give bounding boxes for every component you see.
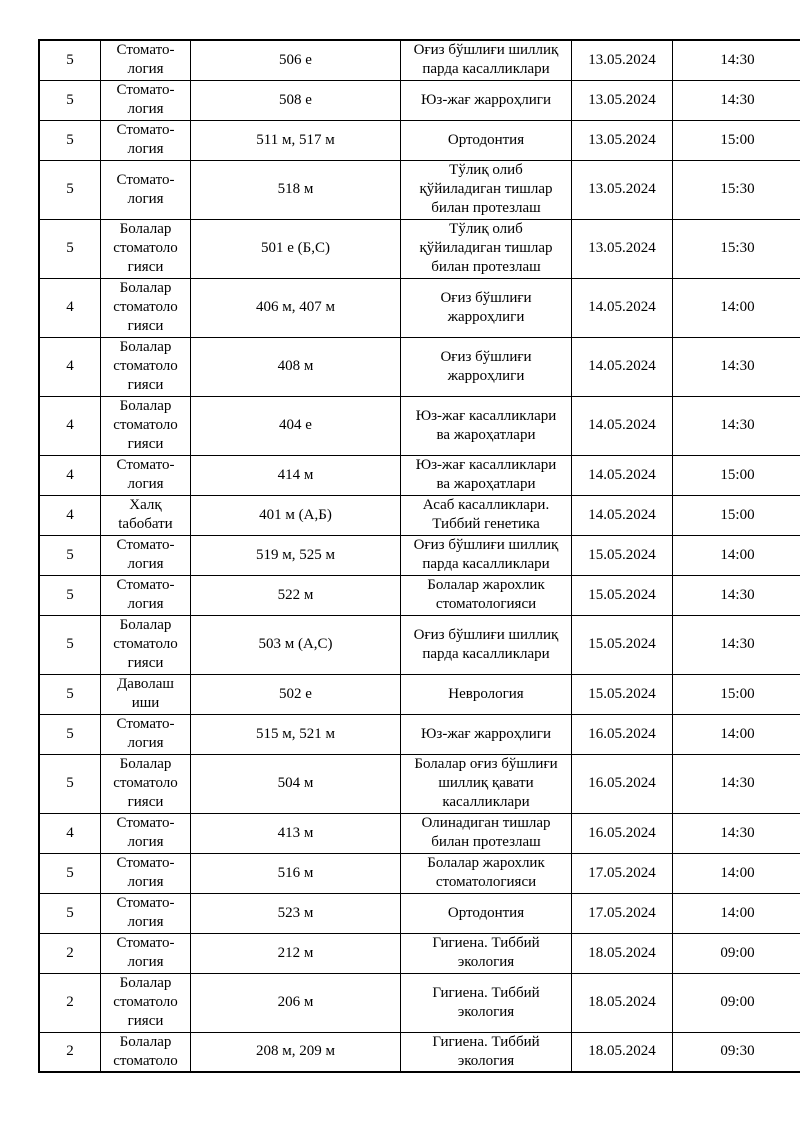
time-cell xyxy=(673,495,800,535)
course-cell xyxy=(39,813,101,853)
group-cell xyxy=(191,120,401,160)
group-cell xyxy=(191,853,401,893)
table-row xyxy=(39,219,800,278)
specialty-cell xyxy=(101,1032,191,1072)
time-cell-text: 14:30 xyxy=(720,636,755,652)
group-cell-text: 519 м, 525 м xyxy=(256,546,335,563)
table-row xyxy=(39,933,800,973)
group-cell xyxy=(191,278,401,337)
time-cell xyxy=(673,535,800,575)
subject-cell-text: Оғиз бўшлиғи шиллиқ парда касалликлари xyxy=(413,537,559,572)
specialty-cell xyxy=(101,933,191,973)
date-cell xyxy=(572,575,673,615)
table-row xyxy=(39,337,800,396)
specialty-cell xyxy=(101,893,191,933)
group-cell xyxy=(191,455,401,495)
table-row xyxy=(39,455,800,495)
subject-cell-text: Асаб касалликлари. Тиббий генетика xyxy=(422,497,550,532)
date-cell-text: 13.05.2024 xyxy=(588,91,656,108)
group-cell xyxy=(191,933,401,973)
group-cell-text: 511 м, 517 м xyxy=(256,131,335,148)
time-cell xyxy=(673,754,800,813)
course-cell xyxy=(39,853,101,893)
course-cell-text: 5 xyxy=(66,586,74,603)
date-cell-text: 14.05.2024 xyxy=(588,506,656,523)
document-page xyxy=(38,39,771,1073)
subject-cell-text: Тўлиқ олиб қўйиладиган тишлар билан протезлаш xyxy=(419,221,553,275)
subject-cell xyxy=(401,160,572,219)
subject-cell xyxy=(401,495,572,535)
course-cell-text: 4 xyxy=(66,417,74,433)
specialty-cell xyxy=(101,714,191,754)
date-cell xyxy=(572,714,673,754)
specialty-cell-text: Стомато- логия xyxy=(116,82,175,117)
subject-cell-text: Ортодонтия xyxy=(447,904,525,921)
time-cell xyxy=(673,893,800,933)
exam-schedule-table xyxy=(38,39,800,1073)
table-row xyxy=(39,813,800,853)
specialty-cell-text: Стомато- логия xyxy=(116,42,175,78)
date-cell-text: 14.05.2024 xyxy=(588,417,656,433)
date-cell xyxy=(572,120,673,160)
course-cell-text: 5 xyxy=(66,131,74,148)
time-cell-text: 15:30 xyxy=(720,181,755,197)
date-cell xyxy=(572,893,673,933)
specialty-cell-text: Болалар стоматоло xyxy=(113,1033,178,1069)
subject-cell-text: Оғиз бўшлиғи шиллиқ парда касалликлари xyxy=(413,626,559,662)
group-cell xyxy=(191,973,401,1032)
specialty-cell-text: Болалар стоматоло гияси xyxy=(113,975,178,1029)
table-row xyxy=(39,674,800,714)
table-row xyxy=(39,120,800,160)
time-cell-text: 14:00 xyxy=(720,546,755,563)
table-row xyxy=(39,495,800,535)
course-cell xyxy=(39,754,101,813)
course-cell-text: 2 xyxy=(66,1043,74,1060)
time-cell-text: 09:00 xyxy=(720,944,755,961)
time-cell xyxy=(673,455,800,495)
group-cell xyxy=(191,80,401,120)
subject-cell xyxy=(401,219,572,278)
course-cell-text: 5 xyxy=(66,240,74,256)
table-row xyxy=(39,535,800,575)
subject-cell xyxy=(401,674,572,714)
subject-cell-text: Юз-жағ касалликлари ва жароҳатлари xyxy=(415,457,557,492)
specialty-cell xyxy=(101,278,191,337)
specialty-cell-text: Стомато- логия xyxy=(116,935,175,970)
specialty-cell-text: Болалар стоматоло гияси xyxy=(113,221,178,275)
date-cell xyxy=(572,615,673,674)
group-cell-text: 408 м xyxy=(277,358,314,374)
group-cell-text: 503 м (А,С) xyxy=(258,636,333,652)
specialty-cell-text: Болалар стоматоло гияси xyxy=(113,617,178,671)
time-cell xyxy=(673,853,800,893)
course-cell xyxy=(39,674,101,714)
table-row xyxy=(39,714,800,754)
subject-cell-text: Оғиз бўшлиғи жарроҳлиги xyxy=(440,289,532,325)
course-cell-text: 4 xyxy=(66,824,74,841)
date-cell-text: 13.05.2024 xyxy=(588,181,656,197)
group-cell-text: 504 м xyxy=(277,775,314,791)
date-cell xyxy=(572,813,673,853)
date-cell-text: 15.05.2024 xyxy=(588,685,656,702)
subject-cell xyxy=(401,278,572,337)
table-row xyxy=(39,278,800,337)
specialty-cell-text: Болалар стоматоло гияси xyxy=(113,756,178,810)
course-cell-text: 5 xyxy=(66,725,74,742)
time-cell-text: 14:00 xyxy=(720,904,755,921)
subject-cell-text: Гигиена. Тиббий экология xyxy=(432,984,540,1020)
date-cell-text: 17.05.2024 xyxy=(588,904,656,921)
course-cell-text: 5 xyxy=(66,775,74,791)
group-cell-text: 515 м, 521 м xyxy=(256,725,335,742)
time-cell xyxy=(673,278,800,337)
subject-cell-text: Болалар жарохлик стоматологияси xyxy=(427,855,545,890)
group-cell-text: 414 м xyxy=(277,466,314,483)
time-cell-text: 15:00 xyxy=(720,131,755,148)
table-row xyxy=(39,40,800,80)
table-row xyxy=(39,1032,800,1072)
group-cell xyxy=(191,674,401,714)
date-cell-text: 15.05.2024 xyxy=(588,546,656,563)
date-cell-text: 18.05.2024 xyxy=(588,1043,656,1060)
group-cell xyxy=(191,40,401,80)
specialty-cell xyxy=(101,160,191,219)
group-cell xyxy=(191,754,401,813)
group-cell xyxy=(191,337,401,396)
group-cell-text: 508 е xyxy=(279,91,312,108)
date-cell-text: 13.05.2024 xyxy=(588,51,656,68)
subject-cell xyxy=(401,455,572,495)
specialty-cell-text: Стомато- логия xyxy=(116,171,175,207)
course-cell-text: 5 xyxy=(66,546,74,563)
date-cell xyxy=(572,1032,673,1072)
date-cell xyxy=(572,853,673,893)
course-cell xyxy=(39,455,101,495)
group-cell-text: 401 м (А,Б) xyxy=(259,506,332,523)
subject-cell xyxy=(401,575,572,615)
group-cell xyxy=(191,813,401,853)
subject-cell-text: Гигиена. Тиббий экология xyxy=(432,1033,540,1069)
course-cell xyxy=(39,495,101,535)
table-row xyxy=(39,754,800,813)
table-row xyxy=(39,575,800,615)
date-cell xyxy=(572,278,673,337)
time-cell-text: 15:30 xyxy=(720,240,755,256)
course-cell xyxy=(39,615,101,674)
specialty-cell-text: Стомато- логия xyxy=(116,577,175,612)
course-cell-text: 2 xyxy=(66,944,74,961)
course-cell-text: 4 xyxy=(66,506,74,523)
subject-cell xyxy=(401,535,572,575)
date-cell-text: 15.05.2024 xyxy=(588,636,656,652)
subject-cell-text: Юз-жағ жарроҳлиги xyxy=(421,91,551,108)
group-cell xyxy=(191,615,401,674)
time-cell-text: 14:30 xyxy=(720,775,755,791)
time-cell-text: 14:00 xyxy=(720,725,755,742)
group-cell-text: 518 м xyxy=(277,181,314,197)
time-cell-text: 14:30 xyxy=(720,586,755,603)
specialty-cell xyxy=(101,495,191,535)
time-cell xyxy=(673,219,800,278)
date-cell xyxy=(572,40,673,80)
time-cell xyxy=(673,80,800,120)
date-cell-text: 15.05.2024 xyxy=(588,586,656,603)
subject-cell xyxy=(401,754,572,813)
group-cell-text: 506 е xyxy=(279,51,312,68)
course-cell xyxy=(39,575,101,615)
group-cell-text: 522 м xyxy=(277,586,314,603)
date-cell-text: 16.05.2024 xyxy=(588,824,656,841)
specialty-cell-text: Стомато- логия xyxy=(116,815,175,850)
subject-cell xyxy=(401,120,572,160)
date-cell xyxy=(572,80,673,120)
group-cell xyxy=(191,219,401,278)
specialty-cell xyxy=(101,615,191,674)
time-cell-text: 14:30 xyxy=(720,51,755,68)
date-cell-text: 14.05.2024 xyxy=(588,466,656,483)
time-cell xyxy=(673,714,800,754)
course-cell-text: 5 xyxy=(66,91,74,108)
date-cell-text: 17.05.2024 xyxy=(588,864,656,881)
course-cell xyxy=(39,893,101,933)
time-cell-text: 14:00 xyxy=(720,864,755,881)
course-cell-text: 5 xyxy=(66,51,74,68)
subject-cell-text: Олинадиган тишлар билан протезлаш xyxy=(421,815,551,850)
date-cell xyxy=(572,337,673,396)
subject-cell-text: Ортодонтия xyxy=(447,131,525,148)
course-cell-text: 4 xyxy=(66,466,74,483)
time-cell-text: 15:00 xyxy=(720,466,755,483)
date-cell-text: 14.05.2024 xyxy=(588,358,656,374)
time-cell xyxy=(673,40,800,80)
table-row xyxy=(39,396,800,455)
subject-cell xyxy=(401,1032,572,1072)
subject-cell xyxy=(401,853,572,893)
group-cell-text: 212 м xyxy=(277,944,314,961)
time-cell-text: 14:00 xyxy=(720,299,755,315)
date-cell-text: 18.05.2024 xyxy=(588,994,656,1010)
group-cell-text: 413 м xyxy=(277,824,314,841)
specialty-cell-text: Болалар стоматоло гияси xyxy=(113,339,178,393)
date-cell-text: 14.05.2024 xyxy=(588,299,656,315)
specialty-cell-text: Халқ tабобати xyxy=(118,497,173,532)
specialty-cell xyxy=(101,219,191,278)
group-cell-text: 502 е xyxy=(279,685,312,702)
subject-cell-text: Тўлиқ олиб қўйиладиган тишлар билан протезлаш xyxy=(419,162,553,216)
date-cell xyxy=(572,973,673,1032)
time-cell xyxy=(673,337,800,396)
time-cell-text: 09:00 xyxy=(720,994,755,1010)
specialty-cell xyxy=(101,40,191,80)
group-cell-text: 208 м, 209 м xyxy=(256,1043,335,1060)
time-cell-text: 14:30 xyxy=(720,824,755,841)
course-cell xyxy=(39,278,101,337)
course-cell-text: 5 xyxy=(66,904,74,921)
specialty-cell xyxy=(101,754,191,813)
course-cell xyxy=(39,40,101,80)
course-cell xyxy=(39,714,101,754)
schedule-body xyxy=(39,40,800,1072)
group-cell-text: 406 м, 407 м xyxy=(256,299,335,315)
date-cell-text: 18.05.2024 xyxy=(588,944,656,961)
date-cell-text: 16.05.2024 xyxy=(588,775,656,791)
specialty-cell xyxy=(101,455,191,495)
specialty-cell xyxy=(101,396,191,455)
course-cell-text: 2 xyxy=(66,994,74,1010)
time-cell-text: 14:30 xyxy=(720,417,755,433)
specialty-cell-text: Даволаш иши xyxy=(117,676,174,711)
time-cell xyxy=(673,575,800,615)
group-cell xyxy=(191,1032,401,1072)
specialty-cell-text: Стомато- логия xyxy=(116,457,175,492)
subject-cell xyxy=(401,813,572,853)
time-cell xyxy=(673,615,800,674)
date-cell xyxy=(572,160,673,219)
course-cell xyxy=(39,1032,101,1072)
course-cell-text: 5 xyxy=(66,181,74,197)
specialty-cell xyxy=(101,853,191,893)
specialty-cell xyxy=(101,535,191,575)
time-cell-text: 15:00 xyxy=(720,685,755,702)
specialty-cell-text: Болалар стоматоло гияси xyxy=(113,398,178,452)
course-cell-text: 5 xyxy=(66,864,74,881)
specialty-cell-text: Стомато- логия xyxy=(116,895,175,930)
specialty-cell xyxy=(101,80,191,120)
time-cell-text: 14:30 xyxy=(720,91,755,108)
date-cell xyxy=(572,535,673,575)
table-row xyxy=(39,853,800,893)
specialty-cell-text: Болалар стоматоло гияси xyxy=(113,280,178,334)
date-cell xyxy=(572,754,673,813)
table-row xyxy=(39,80,800,120)
subject-cell-text: Неврология xyxy=(448,685,524,702)
course-cell xyxy=(39,973,101,1032)
course-cell xyxy=(39,396,101,455)
group-cell xyxy=(191,160,401,219)
group-cell xyxy=(191,535,401,575)
group-cell-text: 404 е xyxy=(279,417,312,433)
subject-cell xyxy=(401,714,572,754)
specialty-cell xyxy=(101,973,191,1032)
time-cell xyxy=(673,674,800,714)
subject-cell xyxy=(401,893,572,933)
time-cell xyxy=(673,160,800,219)
time-cell xyxy=(673,1032,800,1072)
specialty-cell-text: Стомато- логия xyxy=(116,855,175,890)
course-cell xyxy=(39,535,101,575)
subject-cell-text: Юз-жағ жарроҳлиги xyxy=(421,725,551,742)
course-cell-text: 4 xyxy=(66,299,74,315)
course-cell-text: 4 xyxy=(66,358,74,374)
subject-cell-text: Гигиена. Тиббий экология xyxy=(432,935,540,970)
subject-cell-text: Юз-жағ касалликлари ва жароҳатлари xyxy=(415,407,557,443)
table-row xyxy=(39,615,800,674)
group-cell-text: 516 м xyxy=(277,864,314,881)
group-cell-text: 206 м xyxy=(277,994,314,1010)
time-cell-text: 15:00 xyxy=(720,506,755,523)
subject-cell xyxy=(401,337,572,396)
date-cell-text: 16.05.2024 xyxy=(588,725,656,742)
subject-cell xyxy=(401,396,572,455)
course-cell-text: 5 xyxy=(66,685,74,702)
subject-cell xyxy=(401,973,572,1032)
group-cell xyxy=(191,575,401,615)
specialty-cell-text: Стомато- логия xyxy=(116,537,175,572)
specialty-cell xyxy=(101,575,191,615)
course-cell xyxy=(39,933,101,973)
date-cell xyxy=(572,455,673,495)
course-cell xyxy=(39,337,101,396)
course-cell xyxy=(39,80,101,120)
date-cell xyxy=(572,674,673,714)
course-cell xyxy=(39,120,101,160)
time-cell xyxy=(673,933,800,973)
subject-cell xyxy=(401,40,572,80)
group-cell-text: 523 м xyxy=(277,904,314,921)
specialty-cell xyxy=(101,813,191,853)
time-cell xyxy=(673,813,800,853)
course-cell-text: 5 xyxy=(66,636,74,652)
subject-cell-text: Оғиз бўшлиғи жарроҳлиги xyxy=(440,348,532,384)
time-cell xyxy=(673,396,800,455)
date-cell xyxy=(572,495,673,535)
subject-cell xyxy=(401,615,572,674)
subject-cell-text: Болалар жарохлик стоматологияси xyxy=(427,577,545,612)
subject-cell xyxy=(401,80,572,120)
group-cell xyxy=(191,893,401,933)
date-cell-text: 13.05.2024 xyxy=(588,131,656,148)
time-cell xyxy=(673,973,800,1032)
specialty-cell-text: Стомато- логия xyxy=(116,122,175,157)
subject-cell-text: Оғиз бўшлиғи шиллиқ парда касалликлари xyxy=(413,42,559,78)
time-cell-text: 09:30 xyxy=(720,1043,755,1060)
date-cell xyxy=(572,933,673,973)
subject-cell xyxy=(401,933,572,973)
course-cell xyxy=(39,219,101,278)
group-cell xyxy=(191,714,401,754)
specialty-cell xyxy=(101,674,191,714)
date-cell xyxy=(572,219,673,278)
time-cell xyxy=(673,120,800,160)
course-cell xyxy=(39,160,101,219)
table-row xyxy=(39,160,800,219)
group-cell xyxy=(191,495,401,535)
time-cell-text: 14:30 xyxy=(720,358,755,374)
table-row xyxy=(39,973,800,1032)
subject-cell-text: Болалар оғиз бўшлиғи шиллиқ қавати касалликлари xyxy=(414,756,558,810)
date-cell xyxy=(572,396,673,455)
specialty-cell-text: Стомато- логия xyxy=(116,716,175,751)
group-cell-text: 501 е (Б,С) xyxy=(260,240,331,256)
date-cell-text: 13.05.2024 xyxy=(588,240,656,256)
group-cell xyxy=(191,396,401,455)
table-row xyxy=(39,893,800,933)
specialty-cell xyxy=(101,337,191,396)
specialty-cell xyxy=(101,120,191,160)
